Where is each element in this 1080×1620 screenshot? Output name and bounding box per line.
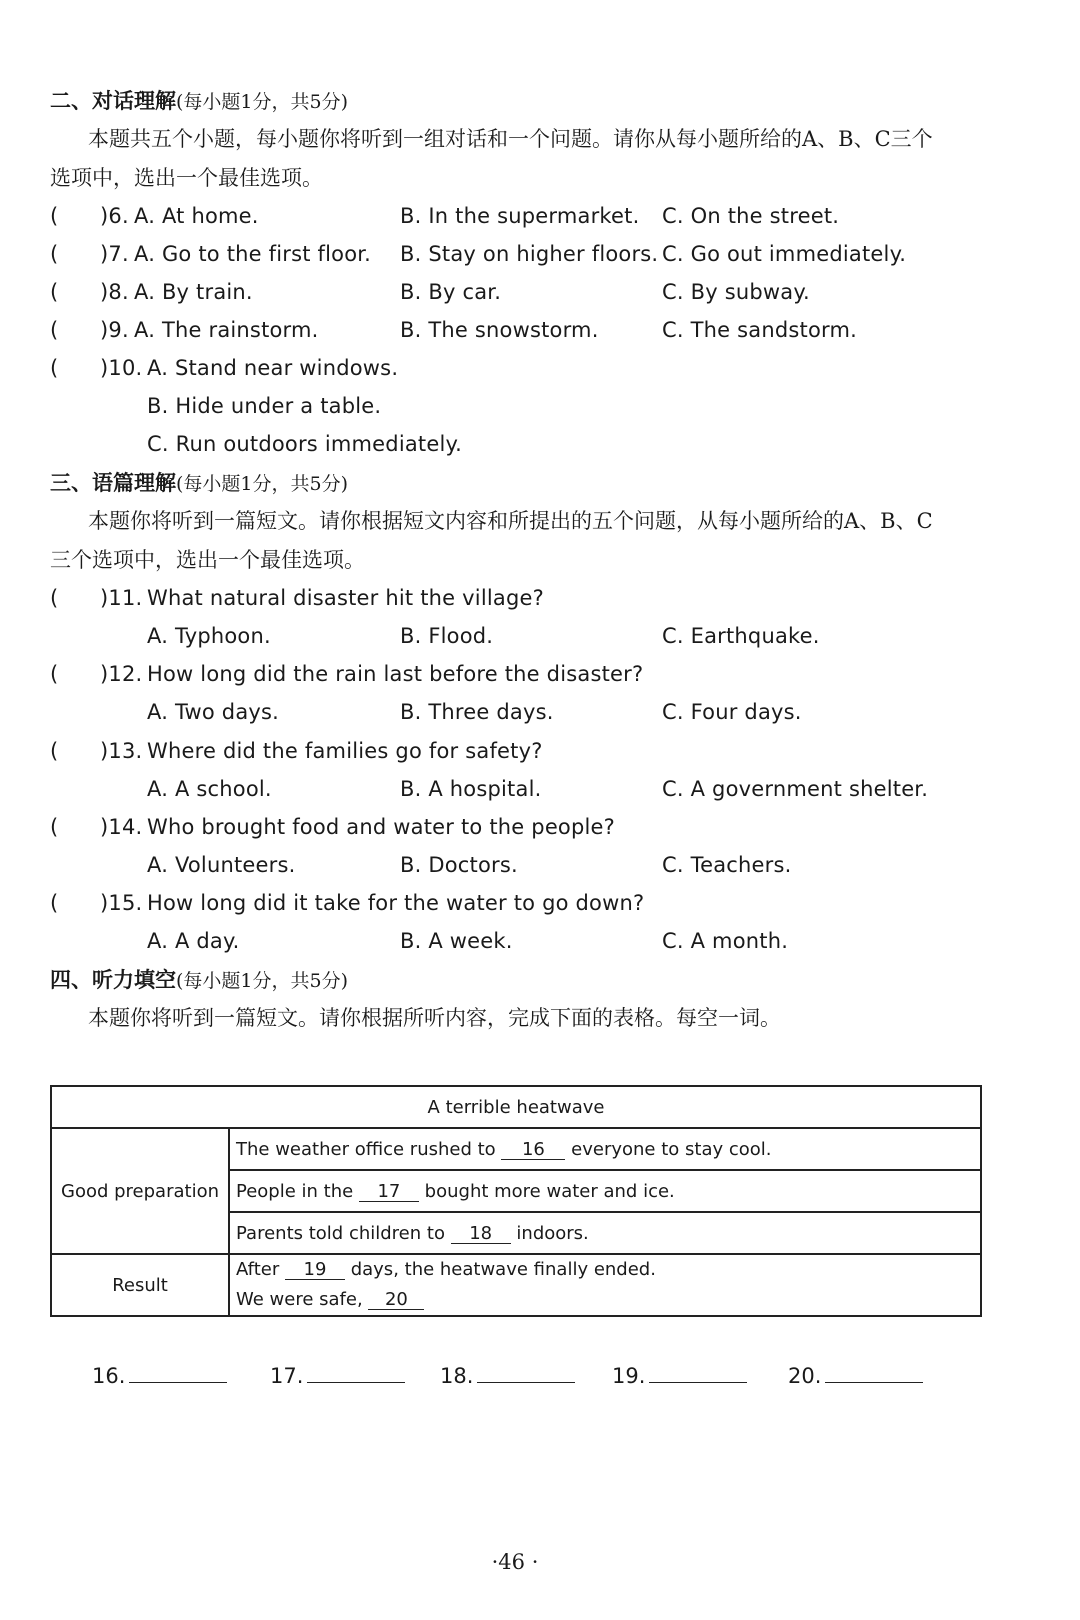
option-a: A. Volunteers.: [147, 853, 296, 877]
section2-heading-text: 二、对话理解: [50, 88, 176, 113]
option-b: B. Hide under a table.: [147, 394, 382, 418]
answer-paren-open[interactable]: (: [50, 815, 59, 839]
table-cell: [229, 1254, 981, 1316]
result-label: Result: [51, 1254, 229, 1316]
blank-18: 18: [451, 1225, 511, 1244]
cell-text: We were safe,: [236, 1289, 363, 1310]
option-b: B. By car.: [400, 280, 502, 304]
option-b: B. Three days.: [400, 700, 554, 724]
option-a: A. Typhoon.: [147, 624, 271, 648]
answer-underline[interactable]: [307, 1360, 405, 1383]
blank-19: 19: [285, 1261, 345, 1280]
answer-label: 16.: [92, 1364, 126, 1388]
blank-17: 17: [359, 1183, 419, 1202]
question-number: )15.: [100, 891, 143, 915]
answer-paren-open[interactable]: (: [50, 204, 59, 228]
question-number: )12.: [100, 662, 143, 686]
result-line-2: [236, 1285, 974, 1315]
result-line-1: [236, 1255, 974, 1285]
blank-16: 16: [501, 1141, 565, 1160]
question-text: Who brought food and water to the people?: [147, 815, 616, 839]
good-preparation-label: Good preparation: [51, 1128, 229, 1254]
option-a: A. At home.: [134, 204, 259, 228]
section4-heading-text: 四、听力填空: [50, 967, 176, 992]
question-number: )9.: [100, 318, 129, 342]
option-a: A. A day.: [147, 929, 240, 953]
question-text: Where did the families go for safety?: [147, 739, 543, 763]
option-c: C. Earthquake.: [662, 624, 820, 648]
option-c: C. Four days.: [662, 700, 802, 724]
option-a: A. The rainstorm.: [134, 318, 319, 342]
option-c: C. Run outdoors immediately.: [147, 432, 463, 456]
option-c: C. Go out immediately.: [662, 242, 907, 266]
answer-line-19[interactable]: [612, 1360, 747, 1391]
question-text: How long did it take for the water to go down?: [147, 891, 645, 915]
section3-score-note: (每小题1分，共5分): [176, 473, 349, 495]
option-a: A. By train.: [134, 280, 253, 304]
answer-label: 17.: [270, 1364, 304, 1388]
section4-heading: [50, 965, 348, 996]
section2-score-note: (每小题1分，共5分): [176, 91, 349, 113]
cell-text: bought more water and ice.: [424, 1180, 675, 1202]
section2-heading: [50, 86, 348, 117]
option-a: A. Stand near windows.: [147, 356, 399, 380]
section2-instruction-line1: 本题共五个小题，每小题你将听到一组对话和一个问题。请你从每小题所给的A、B、C三个: [88, 127, 933, 151]
table-cell: [229, 1212, 981, 1254]
table-title: A terrible heatwave: [51, 1086, 981, 1128]
answer-underline[interactable]: [649, 1360, 747, 1383]
option-b: B. The snowstorm.: [400, 318, 599, 342]
answer-paren-open[interactable]: (: [50, 280, 59, 304]
option-b: B. In the supermarket.: [400, 204, 640, 228]
cell-text: everyone to stay cool.: [571, 1138, 772, 1160]
cell-text: People in the: [236, 1180, 354, 1202]
answer-paren-open[interactable]: (: [50, 586, 59, 610]
answer-paren-open[interactable]: (: [50, 356, 59, 380]
question-number: )10.: [100, 356, 143, 380]
option-c: C. By subway.: [662, 280, 810, 304]
section4-instruction: 本题你将听到一篇短文。请你根据所听内容，完成下面的表格。每空一词。: [88, 1006, 781, 1030]
answer-underline[interactable]: [825, 1360, 923, 1383]
answer-label: 20.: [788, 1364, 822, 1388]
option-b: B. Flood.: [400, 624, 494, 648]
option-a: A. Go to the first floor.: [134, 242, 372, 266]
section3-heading-text: 三、语篇理解: [50, 470, 176, 495]
answer-label: 18.: [440, 1364, 474, 1388]
question-number: )13.: [100, 739, 143, 763]
answer-underline[interactable]: [477, 1360, 575, 1383]
option-b: B. A week.: [400, 929, 513, 953]
section3-instruction-line2: 三个选项中，选出一个最佳选项。: [50, 548, 365, 572]
question-number: )11.: [100, 586, 143, 610]
option-c: C. The sandstorm.: [662, 318, 858, 342]
answer-paren-open[interactable]: (: [50, 242, 59, 266]
answer-paren-open[interactable]: (: [50, 739, 59, 763]
table-row: [51, 1086, 981, 1128]
cell-text: indoors.: [516, 1222, 589, 1244]
cell-text: The weather office rushed to: [236, 1138, 496, 1160]
option-c: C. Teachers.: [662, 853, 792, 877]
section4-score-note: (每小题1分，共5分): [176, 970, 349, 992]
option-b: B. Doctors.: [400, 853, 518, 877]
answer-paren-open[interactable]: (: [50, 891, 59, 915]
section2-instruction-line2: 选项中，选出一个最佳选项。: [50, 166, 323, 190]
question-number: )7.: [100, 242, 129, 266]
answer-line-17[interactable]: [270, 1360, 405, 1391]
option-c: C. A government shelter.: [662, 777, 929, 801]
question-number: )6.: [100, 204, 129, 228]
table-row: [51, 1128, 981, 1170]
option-c: C. On the street.: [662, 204, 840, 228]
section3-instruction-line1: 本题你将听到一篇短文。请你根据短文内容和所提出的五个问题，从每小题所给的A、B、C: [88, 509, 933, 533]
table-row: [51, 1254, 981, 1316]
option-b: B. Stay on higher floors.: [400, 242, 659, 266]
answer-line-16[interactable]: [92, 1360, 227, 1391]
question-text: What natural disaster hit the village?: [147, 586, 544, 610]
table-cell: [229, 1170, 981, 1212]
answer-paren-open[interactable]: (: [50, 662, 59, 686]
cell-text: After: [236, 1259, 280, 1280]
cell-text: Parents told children to: [236, 1222, 445, 1244]
heatwave-table: [50, 1085, 982, 1317]
answer-line-18[interactable]: [440, 1360, 575, 1391]
answer-underline[interactable]: [129, 1360, 227, 1383]
answer-line-20[interactable]: [788, 1360, 923, 1391]
section3-heading: [50, 468, 348, 499]
option-c: C. A month.: [662, 929, 789, 953]
blank-20: 20: [368, 1291, 424, 1310]
cell-text: days, the heatwave finally ended.: [350, 1259, 656, 1280]
answer-label: 19.: [612, 1364, 646, 1388]
table-cell: [229, 1128, 981, 1170]
option-b: B. A hospital.: [400, 777, 542, 801]
question-number: )8.: [100, 280, 129, 304]
question-text: How long did the rain last before the disaster?: [147, 662, 644, 686]
answer-paren-open[interactable]: (: [50, 318, 59, 342]
page-number: ·46 ·: [491, 1550, 539, 1574]
option-a: A. A school.: [147, 777, 272, 801]
option-a: A. Two days.: [147, 700, 280, 724]
question-number: )14.: [100, 815, 143, 839]
